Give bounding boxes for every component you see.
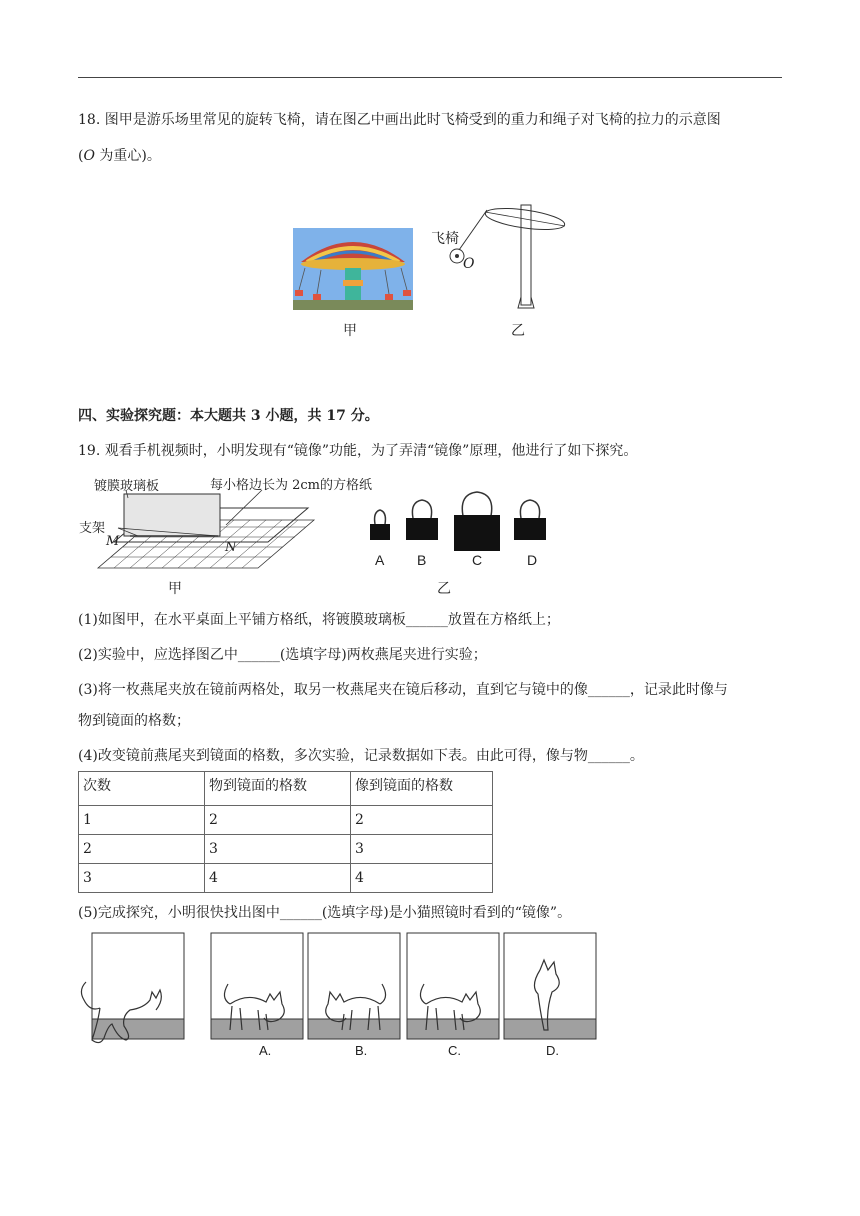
table-cell: 1 xyxy=(79,806,205,835)
header-rule xyxy=(78,77,782,78)
q19-part1: (1)如图甲，在水平桌面上平铺方格纸，将镀膜玻璃板______放置在方格纸上； xyxy=(78,612,560,628)
section-heading: 四、实验探究题：本大题共 3 小题，共 17 分。 xyxy=(78,408,379,424)
table-cell: 4 xyxy=(351,864,493,893)
table-cell: 4 xyxy=(205,864,351,893)
table-header-row xyxy=(79,772,493,806)
point-m-label: M xyxy=(106,534,120,549)
cat-option-c-label: C. xyxy=(448,1043,461,1058)
q19-fig-a-caption: 甲 xyxy=(168,581,182,597)
point-n-label: N xyxy=(225,540,237,555)
clip-a-shape xyxy=(370,510,390,540)
q19-fig-b-caption: 乙 xyxy=(437,581,451,597)
q19-part5: (5)完成探究，小明很快找出图中______(选填字母)是小猫照镜时看到的“镜像”。 xyxy=(78,905,572,921)
swing-chair-label: 飞椅 xyxy=(431,231,459,247)
q18-fig-a-caption: 甲 xyxy=(343,323,357,339)
clip-b-shape xyxy=(406,500,438,540)
cat-original-panel xyxy=(81,933,184,1043)
q18-text-line1: 18. 图甲是游乐场里常见的旋转飞椅，请在图乙中画出此时飞椅受到的重力和绳子对飞椅的拉力的示意图 xyxy=(78,112,721,128)
cat-option-d-panel xyxy=(504,933,596,1039)
q18-text-line2: (O 为重心)。 xyxy=(78,148,161,164)
cat-option-c-panel xyxy=(407,933,499,1039)
clip-d-shape xyxy=(514,500,546,540)
q19-part4: (4)改变镜前燕尾夹到镜面的格数，多次实验，记录数据如下表。由此可得，像与物______。 xyxy=(78,748,644,764)
table-header-cell: 次数 xyxy=(79,772,205,806)
q19-intro: 19. 观看手机视频时，小明发现有“镜像”功能，为了弄清“镜像”原理，他进行了如下探究。 xyxy=(78,443,638,459)
table-cell: 3 xyxy=(79,864,205,893)
q18-fig-b-caption: 乙 xyxy=(511,323,525,339)
table-cell: 2 xyxy=(79,835,205,864)
cat-option-a-label: A. xyxy=(259,1043,272,1058)
stand-label: 支架 xyxy=(79,521,106,536)
glass-plate-label: 镀膜玻璃板 xyxy=(94,479,160,494)
clip-c-label: C xyxy=(472,552,483,568)
table-cell: 3 xyxy=(205,835,351,864)
center-of-gravity-symbol: O xyxy=(83,148,95,164)
q19-part2: (2)实验中，应选择图乙中______(选填字母)两枚燕尾夹进行实验； xyxy=(78,647,487,663)
cat-option-b-label: B. xyxy=(355,1043,368,1058)
q19-part3-line2: 物到镜面的格数； xyxy=(78,713,190,729)
table-header-cell: 物到镜面的格数 xyxy=(205,772,351,806)
table-cell: 2 xyxy=(351,806,493,835)
table-header-cell: 像到镜面的格数 xyxy=(351,772,493,806)
table-row xyxy=(79,806,493,835)
clip-c-shape xyxy=(454,492,500,551)
gravity-center-label: O xyxy=(463,256,475,272)
grid-paper-label: 每小格边长为 2cm的方格纸 xyxy=(210,478,373,493)
clip-a-label: A xyxy=(375,552,385,568)
table-cell: 2 xyxy=(205,806,351,835)
q19-part3-line1: (3)将一枚燕尾夹放在镜前两格处，取另一枚燕尾夹在镜后移动，直到它与镜中的像______，记录此时像与 xyxy=(78,682,728,698)
clip-d-label: D xyxy=(527,552,538,568)
table-cell: 3 xyxy=(351,835,493,864)
binder-clips-diagram xyxy=(365,490,555,552)
swing-chair-diagram xyxy=(425,200,575,315)
cat-option-d-label: D. xyxy=(546,1043,559,1058)
swing-ride-photo xyxy=(293,228,413,310)
cat-option-b-panel xyxy=(308,933,400,1039)
clip-b-label: B xyxy=(417,552,427,568)
table-row xyxy=(79,835,493,864)
table-row xyxy=(79,864,493,893)
data-table xyxy=(78,771,493,893)
cat-option-a-panel xyxy=(211,933,303,1039)
cat-mirror-figures xyxy=(78,930,600,1048)
